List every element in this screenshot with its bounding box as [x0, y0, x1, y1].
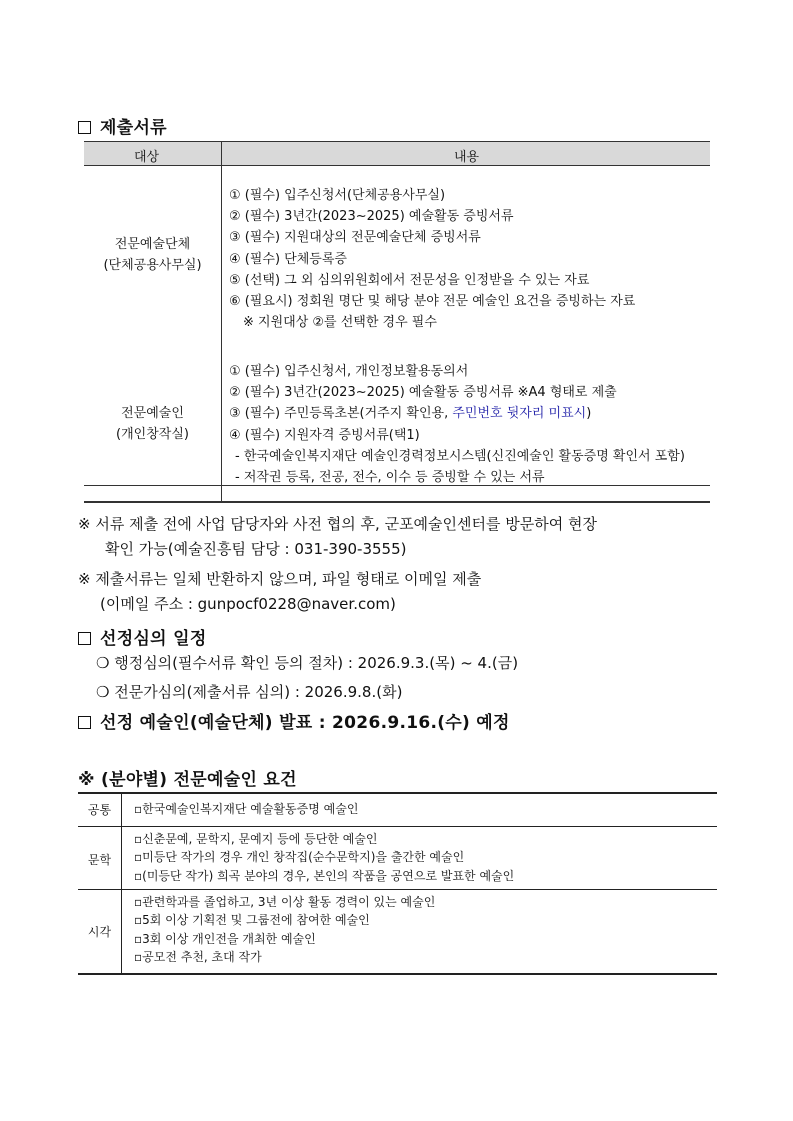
req-items-common — [134, 800, 358, 818]
list-item: ▫신춘문예, 문학지, 문예지 등에 등단한 예술인 — [134, 832, 378, 846]
req-label-visual: 시각 — [87, 925, 112, 939]
list-item: ▫관련학과를 졸업하고, 3년 이상 활동 경력이 있는 예술인 — [134, 895, 436, 909]
header-content: 내용 — [454, 150, 480, 165]
docs-table — [84, 141, 710, 502]
list-item: ⑤ (선택) 그 외 심의위원회에서 전문성을 인정받을 수 있는 자료 — [229, 272, 590, 288]
list-item: ▫3회 이상 개인전을 개최한 예술인 — [134, 931, 316, 946]
requirements-table — [78, 792, 717, 975]
list-item: ▫공모전 추천, 초대 작가 — [134, 950, 262, 965]
req-label-literature: 문학 — [87, 853, 112, 867]
checkbox-square-icon — [78, 121, 91, 134]
header-target: 대상 — [134, 150, 160, 165]
row-label-group: 전문예술단체 (단체공용사무실) — [103, 237, 202, 273]
table-header — [84, 141, 710, 166]
schedule-item: ❍ 전문가심의(제출서류 심의) : 2026.9.8.(화) — [96, 683, 403, 701]
list-item: ④ (필수) 단체등록증 — [229, 251, 347, 267]
list-item: ▫한국예술인복지재단 예술활동증명 예술인 — [134, 802, 359, 816]
req-label-common: 공통 — [87, 803, 112, 817]
list-item: ③ (필수) 주민등록초본(거주지 확인용, 주민번호 뒷자리 미표시) — [229, 406, 592, 422]
row-items-individual — [229, 361, 685, 488]
list-item: ① (필수) 입주신청서, 개인정보활용동의서 — [229, 364, 469, 379]
list-item: ① (필수) 입주신청서(단체공용사무실) — [229, 188, 446, 203]
row-items-group — [229, 185, 635, 333]
section-title: 제출서류 — [100, 118, 167, 138]
list-item: ⑥ (필요시) 정회원 명단 및 해당 분야 전문 예술인 요건을 증빙하는 자료 — [229, 294, 636, 310]
list-item: ② (필수) 3년간(2023~2025) 예술활동 증빙서류 — [229, 209, 514, 225]
req-items-visual — [134, 893, 435, 967]
section-heading-docs — [78, 113, 167, 138]
section-heading-schedule: 선정심의 일정 — [78, 624, 207, 649]
list-item: - 한국예술인복지재단 예술인경력정보시스템(신진예술인 활동증명 확인서 포함) — [235, 448, 685, 464]
requirements-title: ※ (분야별) 전문예술인 요건 — [78, 770, 297, 790]
section-heading-announcement: 선정 예술인(예술단체) 발표 : 2026.9.16.(수) 예정 — [78, 708, 510, 733]
list-item: ④ (필수) 지원자격 증빙서류(택1) — [229, 427, 420, 443]
list-item: ※ 지원대상 ②를 선택한 경우 필수 — [243, 315, 437, 331]
list-item: ② (필수) 3년간(2023~2025) 예술활동 증빙서류 ※A4 형태로 제출 — [229, 385, 617, 401]
checkbox-square-icon — [78, 632, 91, 645]
note-email: ※ 제출서류는 일체 반환하지 않으며, 파일 형태로 이메일 제출 (이메일 주소 : gunpocf0228@naver.com) — [78, 570, 482, 613]
schedule-item: ❍ 행정심의(필수서류 확인 등의 절차) : 2026.9.3.(목) ~ 4.(금) — [96, 654, 519, 672]
row-label-individual: 전문예술인 (개인창작실) — [116, 406, 189, 442]
list-item: ③ (필수) 지원대상의 전문예술단체 증빙서류 — [229, 230, 481, 246]
highlight-text: 주민번호 뒷자리 미표시 — [452, 406, 587, 422]
list-item: ▫5회 이상 기획전 및 그룹전에 참여한 예술인 — [134, 913, 370, 928]
checkbox-square-icon — [78, 716, 91, 729]
req-items-literature — [134, 830, 514, 885]
list-item: - 저작권 등록, 전공, 전수, 이수 등 증빙할 수 있는 서류 — [235, 470, 545, 486]
list-item: ▫(미등단 작가) 희곡 분야의 경우, 본인의 작품을 공연으로 발표한 예술인 — [134, 868, 515, 883]
note-visit: ※ 서류 제출 전에 사업 담당자와 사전 협의 후, 군포예술인센터를 방문하여 현장 확인 가능(예술진흥팀 담당 : 031-390-3555) — [78, 515, 597, 558]
list-item: ▫미등단 작가의 경우 개인 창작집(순수문학지)을 출간한 예술인 — [134, 850, 465, 865]
